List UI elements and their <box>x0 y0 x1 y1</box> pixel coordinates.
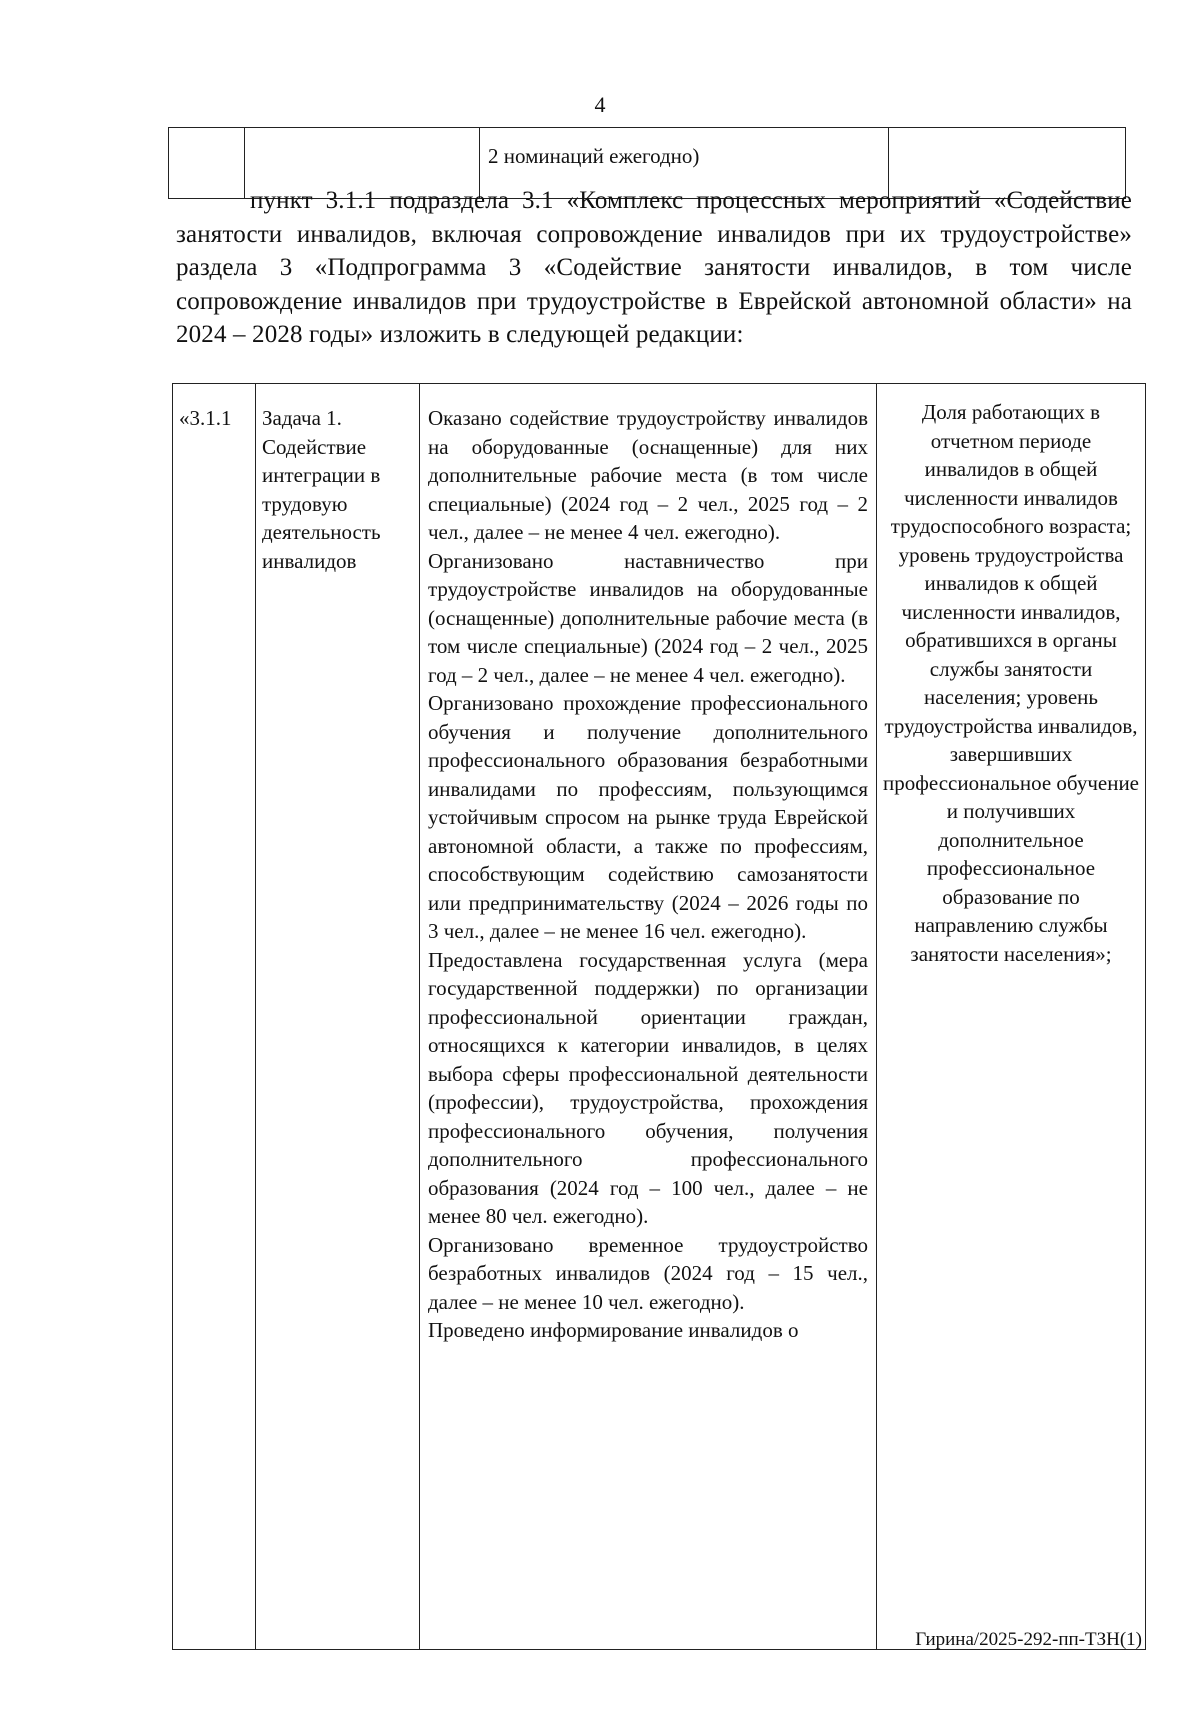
task-cell: Задача 1. Содействие интеграции в трудовую деятельность инвалидов <box>256 384 420 1650</box>
result-paragraph: Проведено информирование инвалидов о <box>428 1318 799 1342</box>
item-number-cell: «3.1.1 <box>173 384 256 1650</box>
result-paragraph: Предоставлена государственная услуга (мера государственной поддержки) по организации профессиональной ориентации граждан, относящихся к категории инвалидов, в целях выбора сферы профессиональной деятельности (профессии), трудоустройства, прохождения профессионального обучения, получения дополнительного профессионального образования (2024 год – 100 чел., далее – не менее 80 чел. ежегодно). <box>428 947 868 1228</box>
result-paragraph: Оказано содействие трудоустройству инвалидов на оборудованные (оснащенные) для них дополнительные рабочие места (в том числе специальные) (2024 год – 2 чел., 2025 год – 2 чел., далее – не менее 4 чел. ежегодно). <box>428 406 868 544</box>
document-code-footer: Гирина/2025-292-пп-ТЗН(1) <box>915 1629 1142 1650</box>
result-paragraph: Организовано прохождение профессионального обучения и получение дополнительного профессионального образования безработными инвалидами по профессиям, пользующимся устойчивым спросом на рынке труда Еврейской автономной области, а также по профессиям, способствующим содействию самозанятости или предпринимательству (2024 – 2026 годы по 3 чел., далее – не менее 16 чел. ежегодно). <box>428 691 868 943</box>
activity-table <box>172 383 1146 1650</box>
results-cell-continued: 2 номинаций ежегодно) <box>480 128 889 199</box>
expected-results-cell <box>420 384 877 1650</box>
indicators-cell: Доля работающих в отчетном периоде инвалидов в общей численности инвалидов трудоспособного возраста; уровень трудоустройства инвалидов к общей численности инвалидов, обратившихся в органы службы занятости населения; уровень трудоустройства инвалидов, завершивших профессиональное обучение и получивших дополнительное профессиональное образование по направлению службы занятости населения»; <box>877 384 1146 1650</box>
page-number: 4 <box>594 92 606 117</box>
result-paragraph: Организовано временное трудоустройство безработных инвалидов (2024 год – 15 чел., далее – не менее 10 чел. ежегодно). <box>428 1232 868 1314</box>
result-paragraph: Организовано наставничество при трудоустройстве инвалидов на оборудованные (оснащенные) дополнительные рабочие места (в том числе специальные) (2024 год – 2 чел., 2025 год – 2 чел., далее – не менее 4 чел. ежегодно). <box>428 548 868 687</box>
table-row <box>173 384 1146 1650</box>
amendment-intro-paragraph: пункт 3.1.1 подраздела 3.1 «Комплекс процессных мероприятий «Содействие занятости инвалидов, включая сопровождение инвалидов при их трудоустройстве» раздела 3 «Подпрограмма 3 «Содействие занятости инвалидов, в том числе сопровождение инвалидов при трудоустройстве в Еврейской автономной области» на 2024 – 2028 годы» изложить в следующей редакции: <box>176 187 1132 348</box>
